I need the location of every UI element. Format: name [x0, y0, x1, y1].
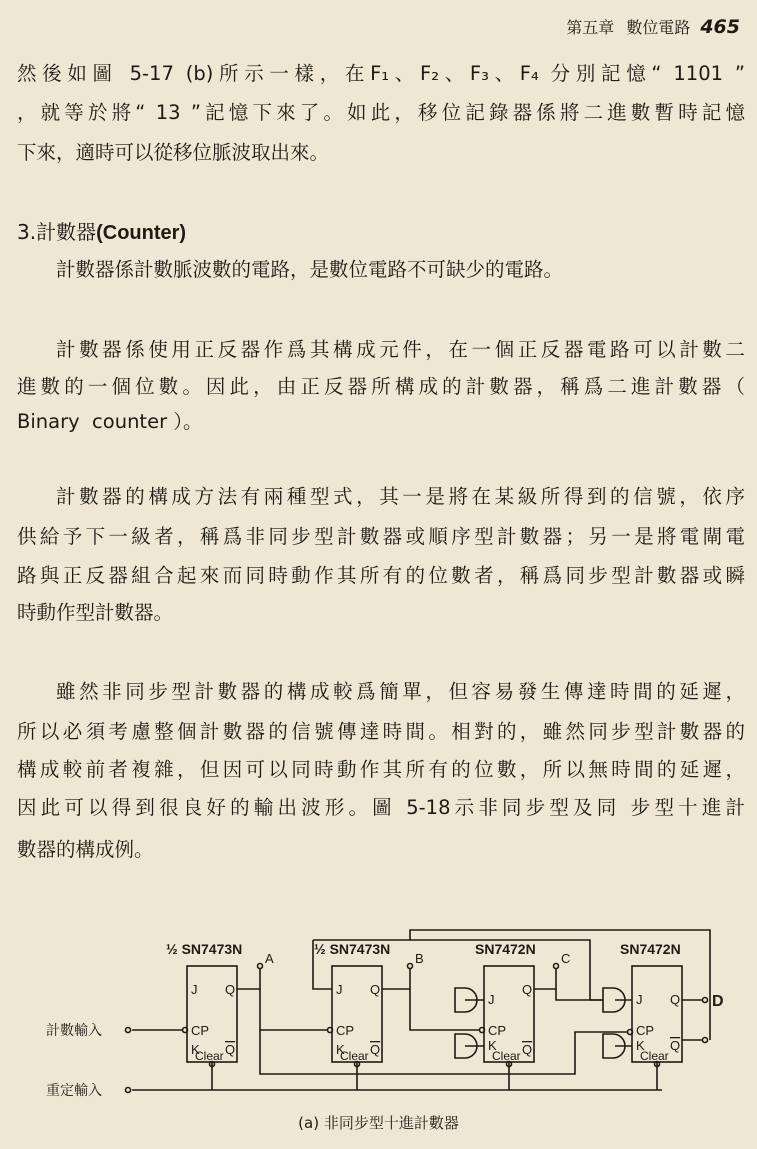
pin-j: J — [636, 992, 643, 1007]
pin-q: Q — [522, 982, 533, 997]
pin-cp: CP — [636, 1023, 655, 1038]
heading-number: 3. — [17, 220, 37, 244]
chip-label: SN7472N — [620, 941, 681, 957]
chapter-label: 第五章 — [566, 18, 615, 37]
pin-k: K — [636, 1038, 645, 1053]
section-heading — [17, 216, 186, 245]
count-input-label: 計數輸入 — [46, 1022, 102, 1038]
text-line: 數器的構成例。 — [17, 838, 154, 861]
pin-j: J — [336, 982, 343, 997]
text-line: ，就等於將“ 13 ”記憶下來了。如此，移位記錄器係將二進數暫時記憶 — [17, 101, 745, 124]
pin-cp: CP — [488, 1023, 507, 1038]
text-line: 進數的一個位數。因此，由正反器所構成的計數器，稱爲二進計數器（ — [17, 375, 745, 398]
pin-cp: CP — [336, 1023, 355, 1038]
output-b-label: B — [415, 951, 424, 966]
text-line: 時動作型計數器。 — [17, 601, 174, 624]
pin-k: K — [336, 1042, 345, 1057]
page-number: 465 — [700, 16, 740, 38]
pin-j: J — [488, 992, 495, 1007]
text-line: 下來，適時可以從移位脈波取出來。 — [17, 141, 330, 164]
chip-label: ½ SN7473N — [314, 941, 391, 957]
reset-input-label: 重定輸入 — [46, 1082, 102, 1098]
text-line: 供給予下一級者，稱爲非同步型計數器或順序型計數器；另一是將電閘電 — [17, 525, 745, 548]
text-line: 所以必須考慮整個計數器的信號傳達時間。相對的，雖然同步型計數器的 — [17, 720, 745, 743]
pin-q: Q — [225, 982, 236, 997]
pin-clear: Clear — [340, 1049, 369, 1063]
text-line: 構成較前者複雜，但因可以同時動作其所有的位數，所以無時間的延遲， — [17, 758, 745, 781]
pin-qbar: Q — [522, 1042, 533, 1057]
pin-q: Q — [670, 992, 681, 1007]
pin-qbar: Q — [370, 1042, 381, 1057]
output-a-label: A — [265, 951, 274, 966]
pin-qbar: Q — [670, 1038, 681, 1053]
pin-clear: Clear — [640, 1049, 669, 1063]
text-line: Binary counter ）。 — [17, 410, 203, 433]
pin-j: J — [191, 982, 198, 997]
pin-clear: Clear — [492, 1049, 521, 1063]
text-line: 路與正反器組合起來而同時動作其所有的位數者，稱爲同步型計數器或瞬 — [17, 564, 745, 587]
output-d-label: D — [712, 993, 724, 1010]
pin-q: Q — [370, 982, 381, 997]
text-line: 然後如圖 5-17 (b)所示一樣，在F₁、F₂、F₃、F₄ 分別記憶“ 1101 ” — [17, 62, 745, 85]
pin-clear: Clear — [195, 1049, 224, 1063]
text-line: 因此可以得到很良好的輸出波形。圖 5-18示非同步型及同 步型十進計 — [17, 796, 745, 819]
text-line: 計數器係計數脈波數的電路，是數位電路不可缺少的電路。 — [56, 258, 564, 281]
heading-en: (Counter) — [96, 222, 187, 244]
pin-cp: CP — [191, 1023, 210, 1038]
pin-k: K — [191, 1042, 200, 1057]
section-label: 數位電路 — [626, 18, 691, 37]
counter-circuit-diagram — [0, 920, 757, 1110]
running-header — [566, 15, 740, 38]
chip-label: SN7472N — [475, 941, 536, 957]
text-line: 雖然非同步型計數器的構成較爲簡單，但容易發生傳達時間的延遲， — [56, 680, 745, 703]
text-line: 計數器的構成方法有兩種型式，其一是將在某級所得到的信號，依序 — [56, 485, 745, 508]
figure-caption: (a) 非同步型十進計數器 — [298, 1114, 459, 1132]
output-c-label: C — [561, 951, 571, 966]
pin-qbar: Q — [225, 1042, 236, 1057]
pin-k: K — [488, 1038, 497, 1053]
heading-zh: 計數器 — [36, 220, 97, 244]
chip-label: ½ SN7473N — [166, 941, 243, 957]
text-line: 計數器係使用正反器作爲其構成元件，在一個正反器電路可以計數二 — [56, 338, 745, 361]
